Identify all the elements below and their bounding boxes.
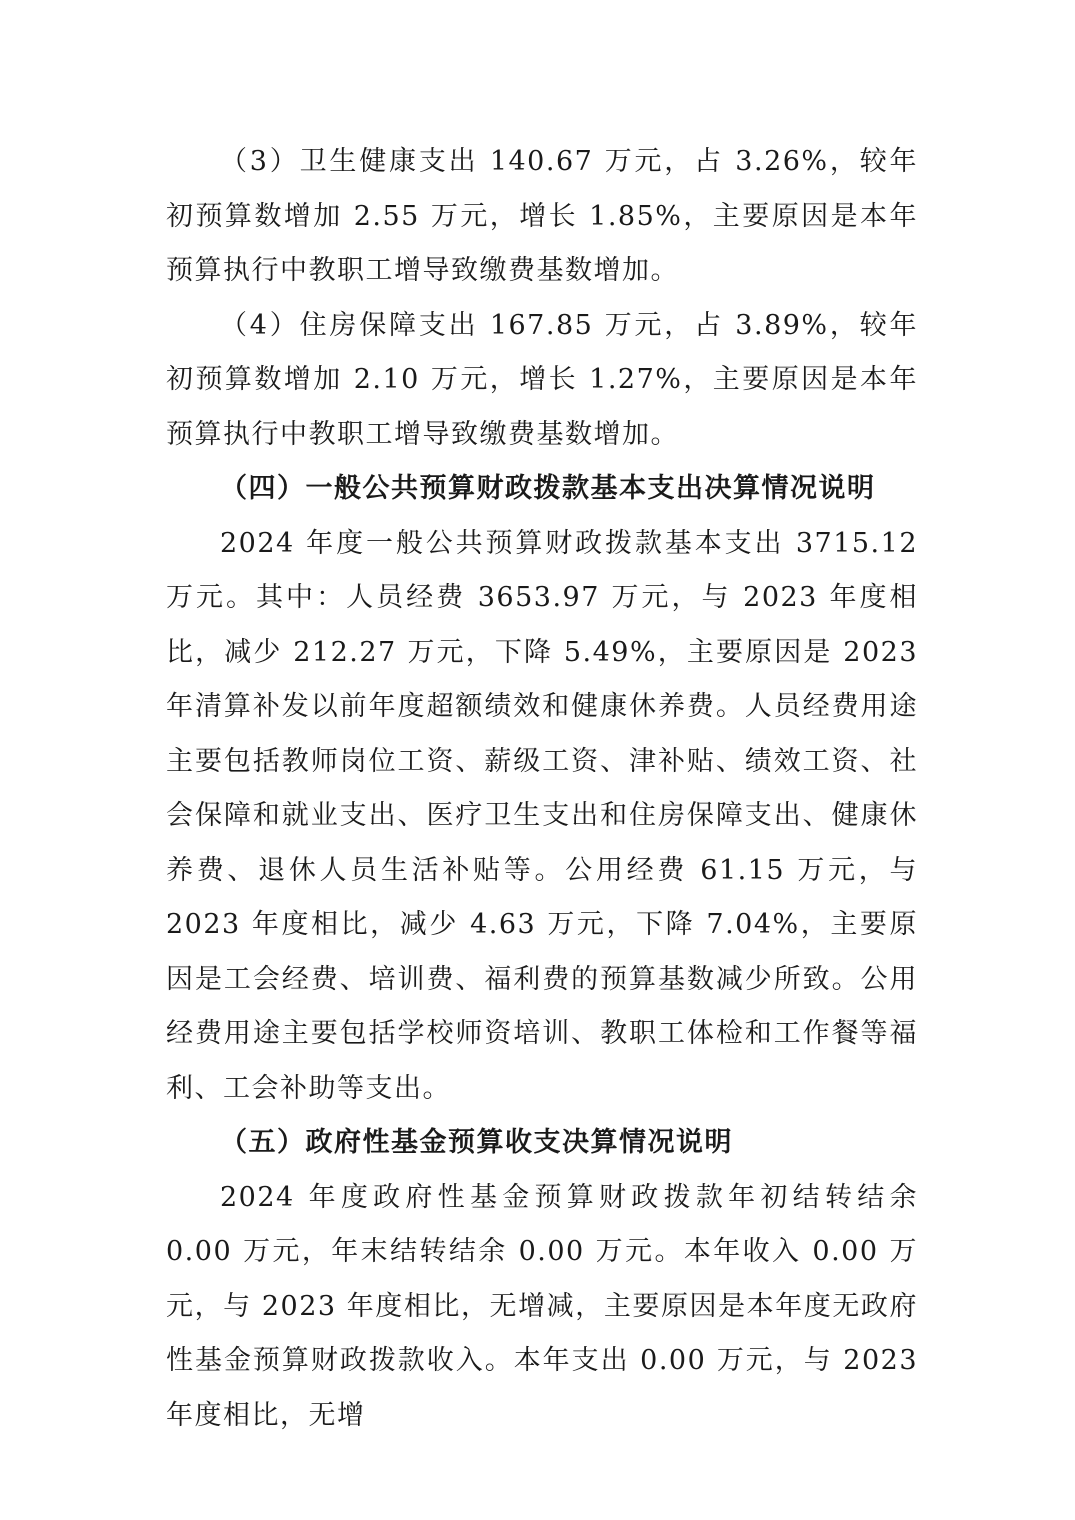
section-heading-basic-expenditure: （四）一般公共预算财政拨款基本支出决算情况说明 (220, 473, 876, 504)
paragraph-health-expenditure: （3）卫生健康支出 140.67 万元，占 3.26%，较年初预算数增加 2.55 万元，增长 1.85%，主要原因是本年预算执行中教职工增导致缴费基数增加。 (166, 146, 918, 286)
paragraph-housing-expenditure: （4）住房保障支出 167.85 万元，占 3.89%，较年初预算数增加 2.10 万元，增长 1.27%，主要原因是本年预算执行中教职工增导致缴费基数增加。 (166, 309, 918, 450)
paragraph-government-fund: 2024 年度政府性基金预算财政拨款年初结转结余 0.00 万元，年末结转结余 0.00 万元。本年收入 0.00 万元，与 2023 年度相比，无增减，主要原因是本年度无政府性基金预算财政拨款收入。本年支出 0.00 万元，与 2023 年度相比，无增 (166, 1181, 918, 1431)
document-body (166, 135, 918, 1443)
paragraph-basic-expenditure: 2024 年度一般公共预算财政拨款基本支出 3715.12 万元。其中：人员经费 3653.97 万元，与 2023 年度相比，减少 212.27 万元，下降 5.49%，主要原因是 2023 年清算补发以前年度超额绩效和健康休养费。人员经费用途主要包括教师岗位工资、薪级工资、津补贴、绩效工资、社会保障和就业支出、医疗卫生支出和住房保障支出、健康休养费、退休人员生活补贴等。公用经费 61.15 万元，与 2023 年度相比，减少 4.63 万元，下降 7.04%，主要原因是工会经费、培训费、福利费的预算基数减少所致。公用经费用途主要包括学校师资培训、教职工体检和工作餐等福利、工会补助等支出。 (166, 527, 918, 1104)
section-heading-government-fund: （五）政府性基金预算收支决算情况说明 (220, 1127, 733, 1158)
